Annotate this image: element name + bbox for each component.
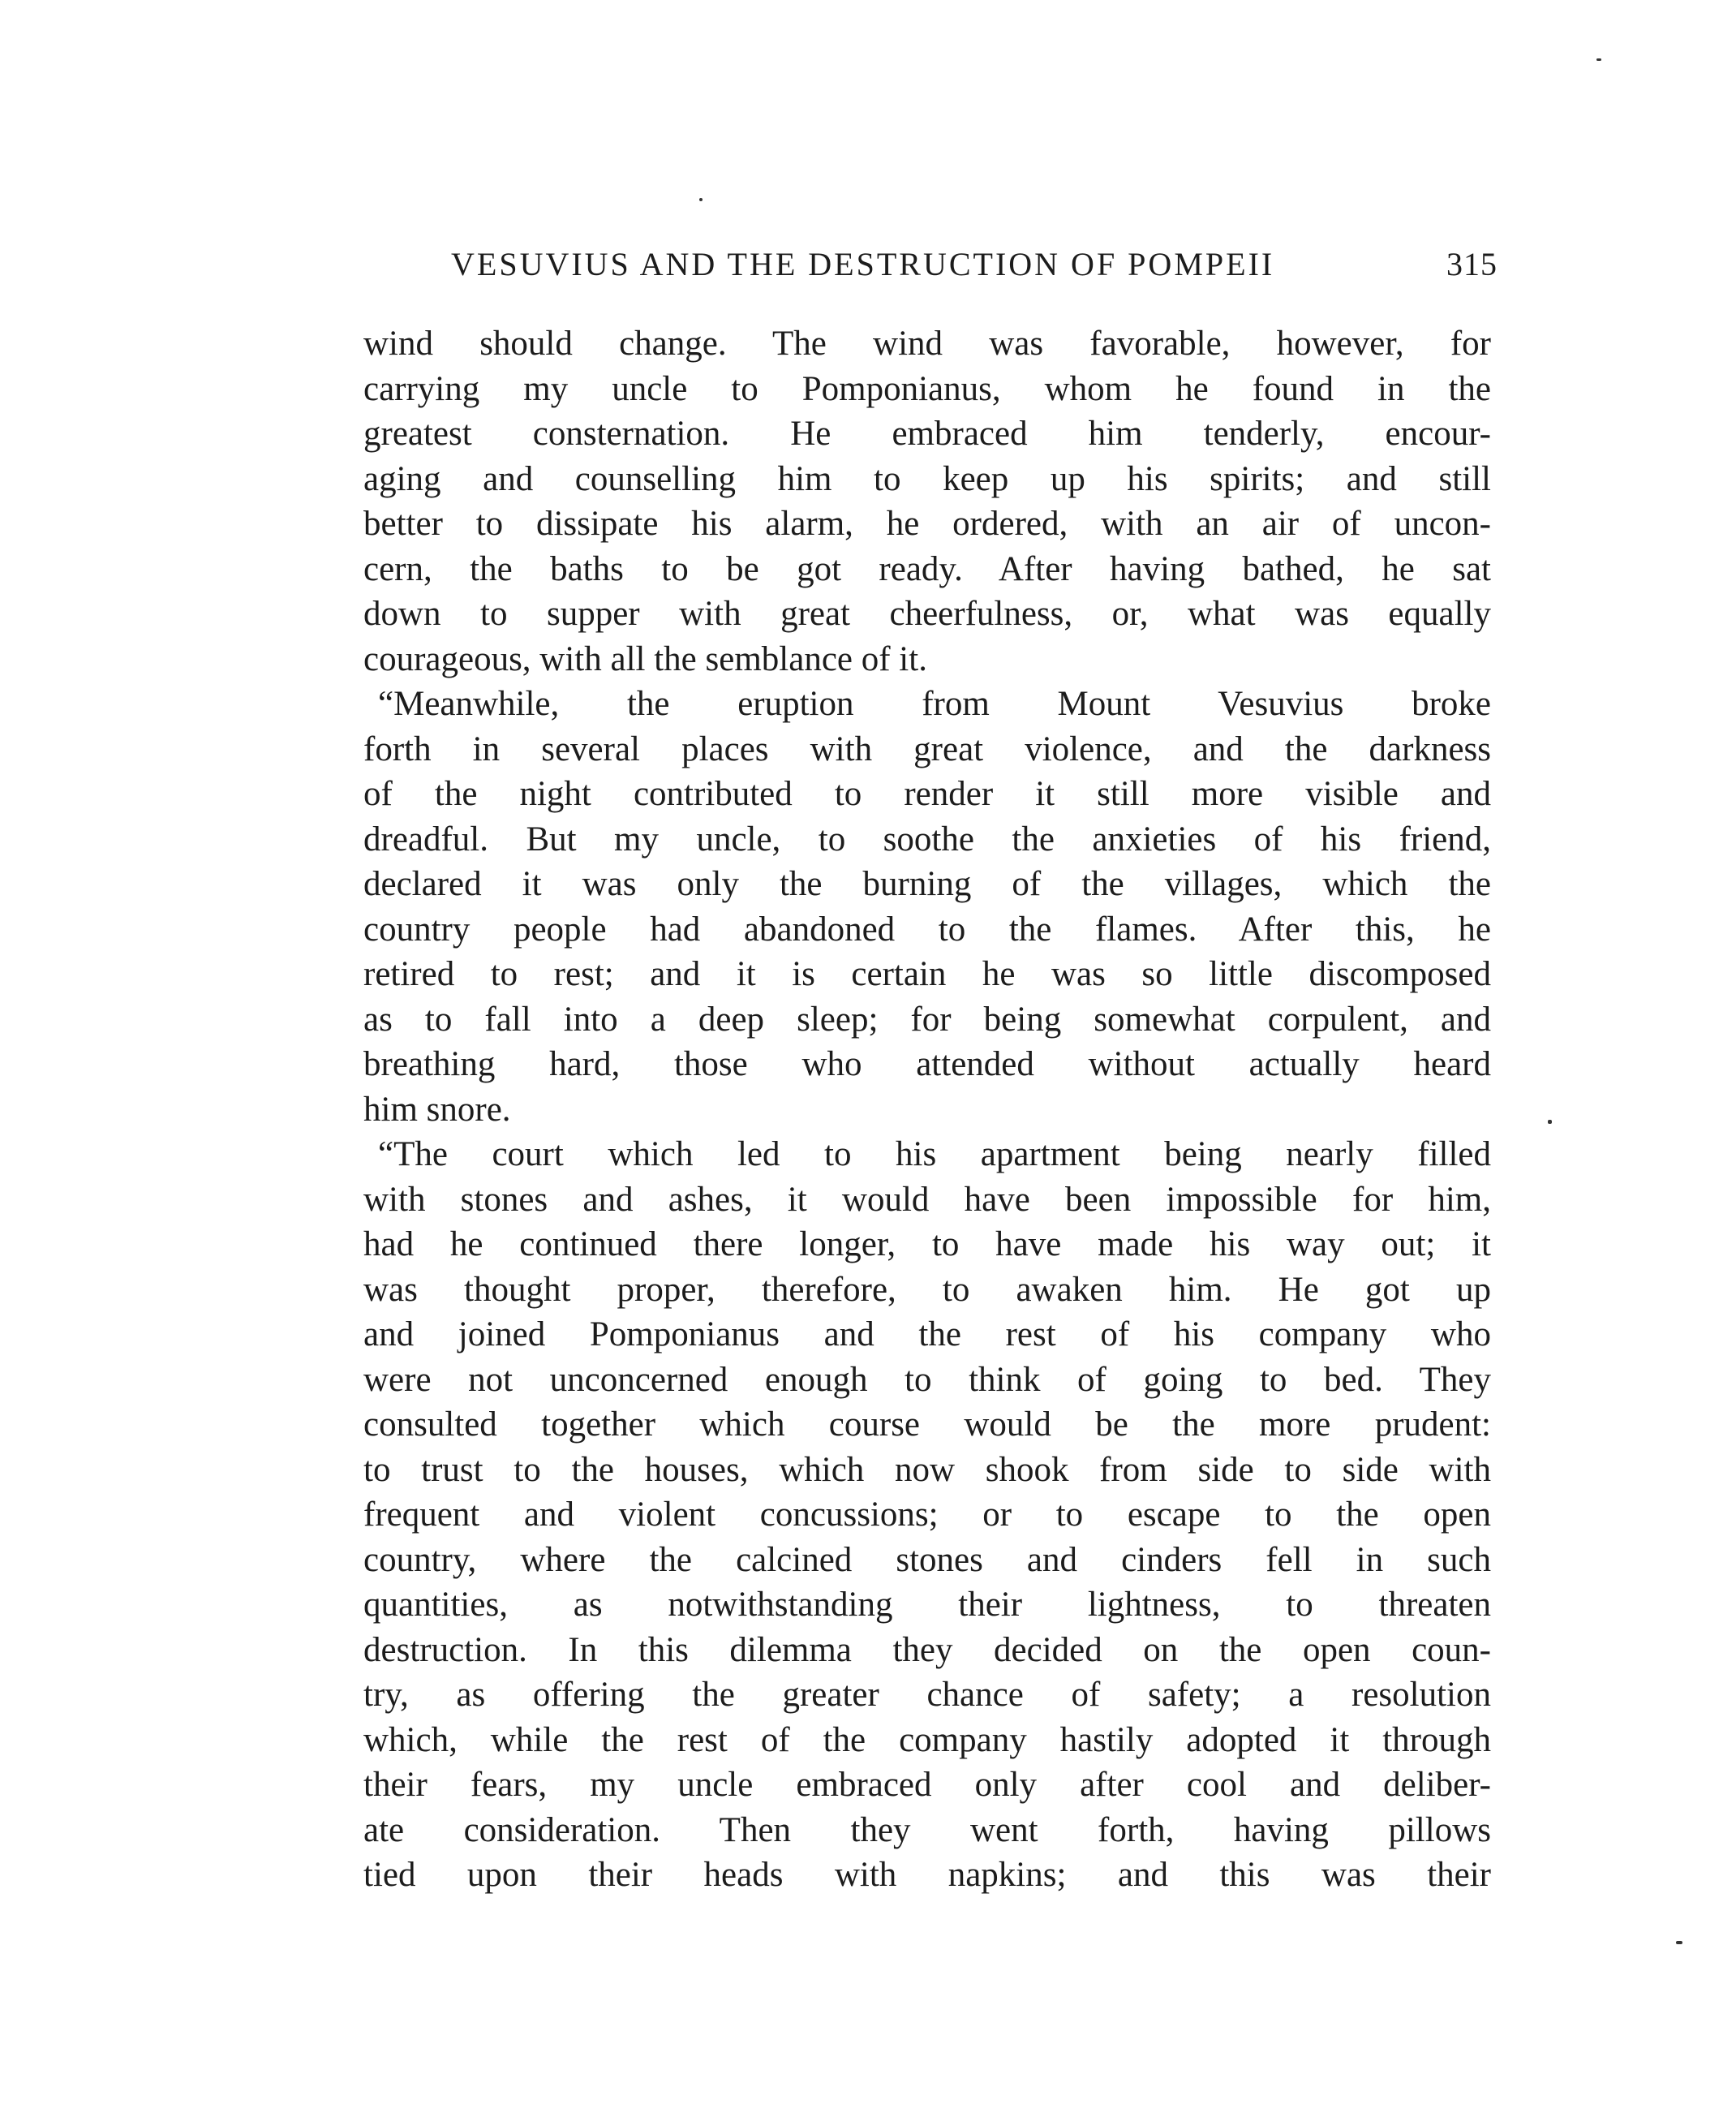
text-line: “Meanwhile, the eruption from Mount Vesuvius broke xyxy=(378,685,1491,723)
text-line: quantities, as notwithstanding their lightness, to threaten xyxy=(363,1586,1491,1624)
paragraph xyxy=(363,321,1491,682)
scan-speck xyxy=(1676,1941,1682,1944)
text-line: tied upon their heads with napkins; and this was their xyxy=(363,1856,1491,1894)
paragraph xyxy=(363,682,1491,1132)
scan-speck xyxy=(1596,58,1601,61)
text-line: which, while the rest of the company hastily adopted it through xyxy=(363,1720,1491,1759)
paragraph xyxy=(363,1132,1491,1898)
text-line: cern, the baths to be got ready. After having bathed, he sat xyxy=(363,549,1491,588)
scan-speck xyxy=(1548,1120,1552,1124)
text-line: him snore. xyxy=(363,1090,511,1129)
text-line: aging and counselling him to keep up his spirits; and still xyxy=(363,459,1491,498)
text-line: their fears, my uncle embraced only after cool and deliber- xyxy=(363,1766,1491,1804)
text-line: country people had abandoned to the flames. After this, he xyxy=(363,910,1491,949)
text-line: consulted together which course would be the more prudent: xyxy=(363,1405,1491,1444)
text-line: retired to rest; and it is certain he was so little discomposed xyxy=(363,955,1491,993)
text-line: and joined Pomponianus and the rest of his company who xyxy=(363,1315,1491,1353)
text-line: frequent and violent concussions; or to escape to the open xyxy=(363,1495,1491,1534)
text-line: carrying my uncle to Pomponianus, whom he found in the xyxy=(363,369,1491,408)
scan-speck xyxy=(699,198,703,201)
text-line: greatest consternation. He embraced him tenderly, encour- xyxy=(363,415,1491,453)
text-line: of the night contributed to render it still more visible and xyxy=(363,775,1491,813)
text-line: better to dissipate his alarm, he ordered, with an air of uncon- xyxy=(363,505,1491,543)
text-line: breathing hard, those who attended without actually heard xyxy=(363,1045,1491,1083)
text-line: forth in several places with great violence, and the darkness xyxy=(363,729,1491,768)
text-line: country, where the calcined stones and cinders fell in such xyxy=(363,1540,1491,1579)
text-line: try, as offering the greater chance of safety; a resolution xyxy=(363,1676,1491,1714)
text-line: were not unconcerned enough to think of going to bed. They xyxy=(363,1360,1491,1399)
text-line: had he continued there longer, to have made his way out; it xyxy=(363,1225,1491,1263)
text-line: with stones and ashes, it would have been impossible for him, xyxy=(363,1180,1491,1219)
text-line: destruction. In this dilemma they decided on the open coun- xyxy=(363,1630,1491,1669)
text-line: dreadful. But my uncle, to soothe the anxieties of his friend, xyxy=(363,820,1491,859)
text-line: ate consideration. Then they went forth, having pillows xyxy=(363,1810,1491,1849)
text-line: declared it was only the burning of the villages, which the xyxy=(363,865,1491,903)
body-text xyxy=(363,321,1491,1898)
running-head xyxy=(451,240,1498,289)
text-line: down to supper with great cheerfulness, or, what was equally xyxy=(363,595,1491,633)
text-line: as to fall into a deep sleep; for being somewhat corpulent, and xyxy=(363,1000,1491,1039)
text-line: courageous, with all the semblance of it. xyxy=(363,639,927,678)
page-number: 315 xyxy=(1446,246,1498,282)
text-line: “The court which led to his apartment being nearly filled xyxy=(378,1135,1491,1173)
text-line: wind should change. The wind was favorable, however, for xyxy=(363,325,1491,363)
text-line: was thought proper, therefore, to awaken him. He got up xyxy=(363,1270,1491,1309)
text-line: to trust to the houses, which now shook from side to side with xyxy=(363,1450,1491,1489)
running-head-title: VESUVIUS AND THE DESTRUCTION OF POMPEII xyxy=(451,246,1275,282)
